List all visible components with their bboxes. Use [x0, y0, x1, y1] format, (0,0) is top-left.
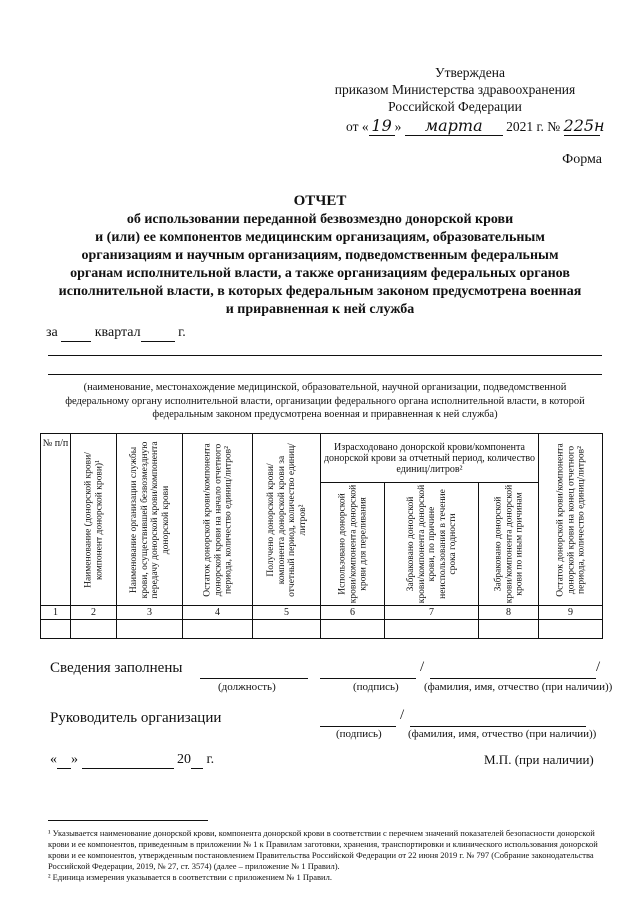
organization-caption: (наименование, местонахождение медицинской, образовательной, научной организации, подведомственной федеральному органу исполнительной власти, организации федерального органа исполнительной власти, в которой федеральным законом предусмотрена военная и приравненная к ней служба)	[65, 382, 585, 420]
table-row	[41, 620, 603, 639]
header-group-used: Израсходовано донорской крови/компонента донорской крови за отчетный период, количество единиц/литров²	[321, 434, 539, 483]
header-col-6-text: Использовано донорской крови/компонента донорской крови для переливания	[336, 484, 368, 604]
head-signature-field[interactable]	[320, 726, 396, 727]
header-col-5-text: Получено донорской крови/компонента донорской крови за отчетный период, количество единиц/литров²	[265, 442, 307, 597]
date-year-field[interactable]	[191, 752, 203, 769]
header-col-9	[539, 434, 603, 606]
column-number: 3	[117, 606, 183, 620]
approval-block	[330, 64, 580, 115]
header-col-4	[183, 434, 253, 606]
slash: /	[400, 707, 405, 723]
header-np: № п/п	[41, 434, 71, 606]
head-signature-caption: (подпись)	[336, 728, 382, 740]
report-heading: ОТЧЕТ	[293, 193, 347, 209]
order-date-prefix: от «	[346, 119, 369, 134]
position-caption: (должность)	[218, 681, 276, 693]
footnote-divider	[48, 820, 208, 821]
header-col-7	[385, 483, 479, 606]
name-field[interactable]	[430, 678, 596, 679]
date-open: «	[50, 752, 57, 767]
header-col-3	[117, 434, 183, 606]
column-number: 1	[41, 606, 71, 620]
order-day: 19	[369, 116, 395, 136]
slash: /	[420, 659, 425, 675]
date-day-field[interactable]	[57, 752, 71, 769]
period-quarter-label: квартал	[94, 325, 141, 340]
header-col-8	[479, 483, 539, 606]
period-quarter-field[interactable]	[61, 325, 91, 342]
header-col-5	[253, 434, 321, 606]
table-cell[interactable]	[41, 620, 71, 639]
order-date-mid: »	[394, 119, 402, 134]
table-cell[interactable]	[321, 620, 385, 639]
table-cell[interactable]	[117, 620, 183, 639]
date-year-prefix: 20	[177, 752, 191, 767]
column-number: 6	[321, 606, 385, 620]
date-close: »	[71, 752, 78, 767]
report-title	[40, 192, 600, 319]
report-table	[40, 433, 603, 639]
date-line	[50, 752, 214, 769]
footnote-1: ¹ Указывается наименование донорской крови, компонента донорской крови в соответствии с перечнем значений показателей безопасности донорской крови и ее компонентов, приведенным в приложении № 1 к Правилам заготовки, хранения, транспортировки и клинического использования донорской крови и ее компонентов, утвержденным постановлением Правительства Российской Федерации от 22 июня 2019 г. № 797 (Собрание законодательства Российской Федерации, 2019, № 27, ст. 3574) (далее – приложение № 1 Правил).	[48, 828, 598, 871]
title-line: органам исполнительной власти, а также организациям федеральных органов	[70, 266, 570, 281]
period-year-label: г.	[178, 325, 186, 340]
signature-caption: (подпись)	[353, 681, 399, 693]
date-month-field[interactable]	[82, 752, 174, 769]
table-cell[interactable]	[253, 620, 321, 639]
column-number: 8	[479, 606, 539, 620]
head-label: Руководитель организации	[50, 710, 222, 726]
column-number: 9	[539, 606, 603, 620]
signature-field[interactable]	[320, 678, 416, 679]
header-col-2	[71, 434, 117, 606]
column-number: 5	[253, 606, 321, 620]
head-name-field[interactable]	[410, 726, 586, 727]
header-col-4-text: Остаток донорской крови/компонента донорской крови на начало отчетного периода, количество единиц/литров²	[201, 442, 233, 597]
position-field[interactable]	[200, 678, 308, 679]
period-year-field[interactable]	[141, 325, 175, 342]
stamp-caption: М.П. (при наличии)	[484, 752, 594, 767]
organization-line-1[interactable]	[48, 355, 602, 356]
footnote-2: ² Единица измерения указывается в соответствии с приложением № 1 Правил.	[48, 872, 332, 882]
table-cell[interactable]	[539, 620, 603, 639]
period-line	[46, 325, 186, 342]
column-numbers-row	[41, 606, 603, 620]
date-year-suffix: г.	[206, 752, 215, 767]
title-line: об использовании переданной безвозмездно донорской крови	[126, 212, 514, 227]
title-line: и приравненная к ней служба	[225, 302, 415, 317]
header-col-6	[321, 483, 385, 606]
period-za: за	[46, 325, 58, 340]
column-number: 2	[71, 606, 117, 620]
column-number: 7	[385, 606, 479, 620]
order-date-line	[346, 116, 605, 136]
order-month: марта	[405, 116, 503, 136]
table-cell[interactable]	[385, 620, 479, 639]
name-caption: (фамилия, имя, отчество (при наличии))	[424, 681, 613, 693]
column-number: 4	[183, 606, 253, 620]
title-line: исполнительной власти, в которых федеральным законом предусмотрена военная	[58, 284, 582, 299]
header-col-9-text: Остаток донорской крови/компонента донорской крови на конец отчетного периода, количество единиц/литров²	[554, 442, 586, 597]
table-cell[interactable]	[71, 620, 117, 639]
approval-line-2: приказом Министерства здравоохранения	[334, 82, 576, 97]
table-cell[interactable]	[183, 620, 253, 639]
organization-line-2[interactable]	[48, 374, 602, 375]
form-label: Форма	[562, 152, 602, 167]
filled-by-label: Сведения заполнены	[50, 660, 183, 676]
header-col-7-text: Забраковано донорской крови/компонента донорской крови, по причине неиспользования в течение срока годности	[405, 484, 458, 604]
title-line: и (или) ее компонентов медицинским организациям, образовательным	[95, 230, 545, 245]
header-col-2-text: Наименование (донорской крови/компонент донорской крови)¹	[83, 451, 104, 588]
footnotes	[48, 828, 598, 883]
head-name-caption: (фамилия, имя, отчество (при наличии))	[408, 728, 597, 740]
approval-line-3: Российской Федерации	[388, 99, 522, 114]
order-year: 2021 г. №	[506, 119, 561, 134]
table-cell[interactable]	[479, 620, 539, 639]
slash: /	[596, 659, 601, 675]
order-number: 225н	[563, 116, 605, 135]
approval-line-1: Утверждена	[435, 65, 505, 80]
header-col-8-text: Забраковано донорской крови/компонента донорской крови по иным причинам	[492, 484, 524, 604]
title-line: организациям и научным организациям, подведомственным федеральным	[81, 248, 559, 263]
header-col-3-text: Наименование организации службы крови, осуществившей безвозмездную передачу донорской крови/компонента донорской крови	[128, 440, 170, 599]
